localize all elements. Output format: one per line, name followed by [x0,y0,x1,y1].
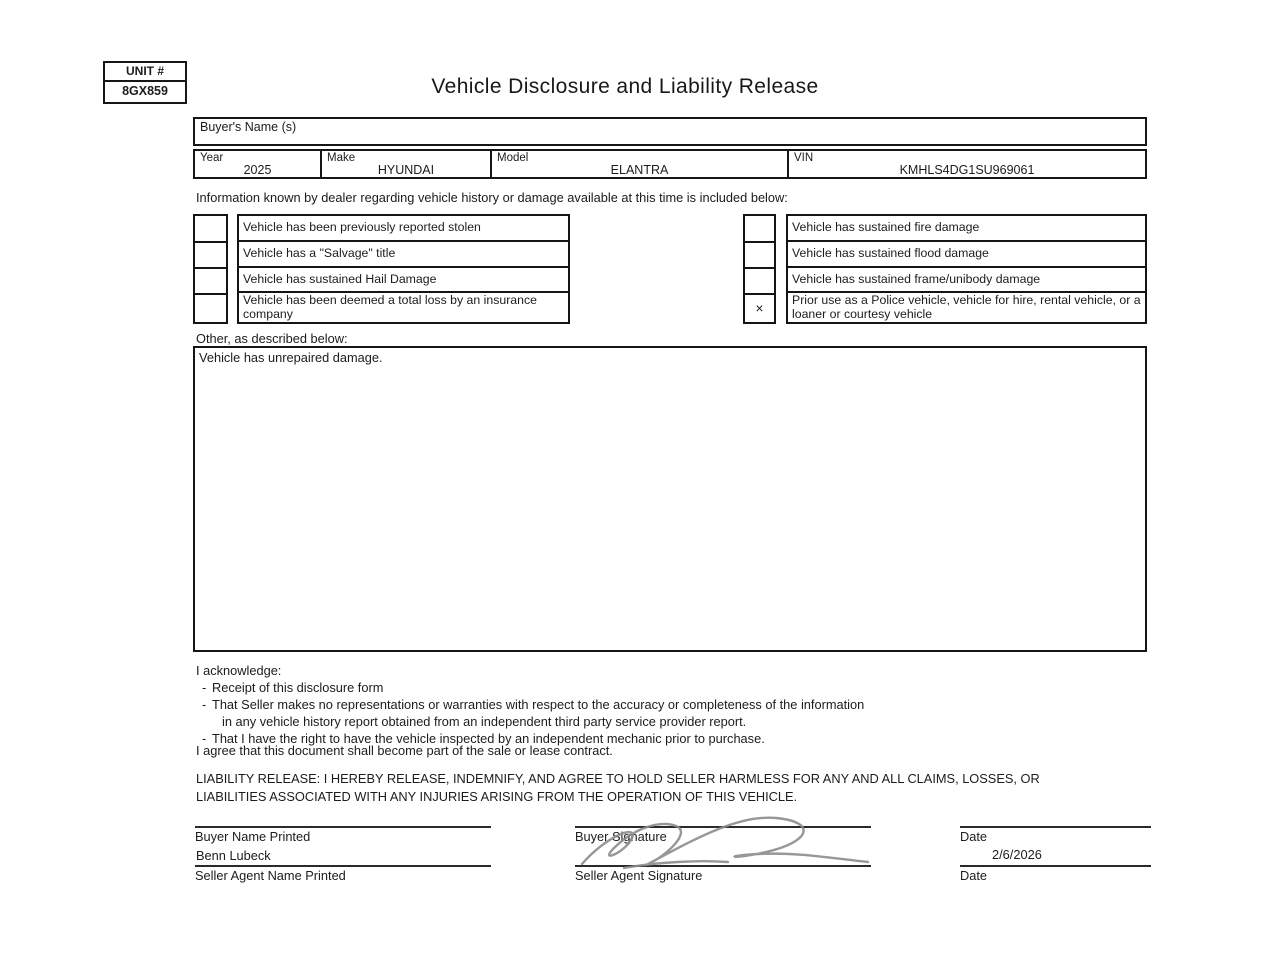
model-value: ELANTRA [610,163,669,177]
other-description-text: Vehicle has unrepaired damage. [199,350,383,365]
disclosure-fire-label: Vehicle has sustained fire damage [788,216,1145,242]
left-checkbox-column [193,214,228,324]
right-checkbox-column [743,214,776,324]
make-field[interactable] [322,151,492,177]
year-value: 2025 [243,163,272,177]
disclosure-hail-label: Vehicle has sustained Hail Damage [239,268,568,293]
disclosure-salvage-label: Vehicle has a "Salvage" title [239,242,568,267]
make-label: Make [327,152,356,164]
disclosure-total-loss-label: Vehicle has been deemed a total loss by an insurance company [243,293,537,321]
right-disclosure-column [786,214,1147,324]
checkbox-hail-damage[interactable] [195,269,226,295]
page-title: Vehicle Disclosure and Liability Release [431,75,819,98]
seller-agent-name-line[interactable] [195,865,491,883]
disclosure-prior-use-label: Prior use as a Police vehicle, vehicle for hire, rental vehicle, or a loaner or courtesy vehicle [792,293,1141,321]
checkbox-prior-use[interactable]: × [755,301,764,316]
buyer-signature-line[interactable] [575,826,871,844]
model-label: Model [497,152,529,164]
checkbox-fire-damage[interactable] [745,216,774,243]
left-disclosure-column [237,214,570,324]
bullet-dash: - [202,680,207,695]
year-field[interactable] [195,151,322,177]
buyer-name-field[interactable] [193,117,1147,146]
vin-value: KMHLS4DG1SU969061 [899,163,1035,177]
agreement-statement: I agree that this document shall become part of the sale or lease contract. [196,743,613,758]
checkbox-frame-damage[interactable] [745,269,774,295]
other-description-field[interactable] [193,346,1147,652]
buyer-name-label: Buyer's Name (s) [200,120,297,134]
checkbox-stolen[interactable] [195,216,226,243]
acknowledge-heading: I acknowledge: [196,663,282,678]
vin-field[interactable] [789,151,1145,177]
buyer-date-line[interactable] [960,826,1151,844]
seller-date-label: Date [960,868,988,883]
seller-agent-signature-label: Seller Agent Signature [575,868,703,883]
seller-agent-name-label: Seller Agent Name Printed [195,868,346,883]
vehicle-info-row [193,149,1147,179]
acknowledgement-section [196,662,1116,747]
acknowledge-item: - That I have the right to have the vehicle inspected by an independent mechanic prior to purchase. [202,731,765,746]
seller-date-value: 2/6/2026 [992,847,1042,862]
disclosure-frame-label: Vehicle has sustained frame/unibody damage [788,268,1145,293]
checkbox-salvage-title[interactable] [195,243,226,269]
acknowledge-item: - Receipt of this disclosure form [202,680,384,695]
seller-agent-signature-line[interactable] [575,865,871,883]
buyer-name-printed-label: Buyer Name Printed [195,829,311,844]
seller-date-line[interactable] [960,865,1151,883]
disclosure-stolen-label: Vehicle has been previously reported stolen [239,216,568,242]
unit-number-value: 8GX859 [122,84,168,98]
buyer-name-printed-line[interactable] [195,826,491,844]
bullet-dash: - [202,697,207,712]
checkbox-flood-damage[interactable] [745,243,774,269]
unit-number-label: UNIT # [105,63,185,82]
seller-agent-name-value: Benn Lubeck [196,848,271,863]
acknowledge-item-continuation: in any vehicle history report obtained from an independent third party service provider report. [196,713,1116,730]
disclosure-flood-label: Vehicle has sustained flood damage [788,242,1145,267]
checkbox-total-loss[interactable] [195,295,226,322]
bullet-dash [212,713,222,730]
liability-release-statement: LIABILITY RELEASE: I HEREBY RELEASE, INDEMNIFY, AND AGREE TO HOLD SELLER HARMLESS FOR ANY AND ALL CLAIMS, LOSSES, OR LIABILITIES ASSOCIATED WITH ANY INJURIES ARISING FROM THE OPERATION OF THIS VEHICLE. [196,771,1040,804]
model-field[interactable] [492,151,789,177]
dealer-info-statement: Information known by dealer regarding vehicle history or damage available at this time is included below: [196,190,788,205]
other-section-label: Other, as described below: [196,331,348,346]
year-label: Year [200,152,224,164]
buyer-date-label: Date [960,829,988,844]
buyer-signature-label: Buyer Signature [575,829,667,844]
vin-label: VIN [794,152,814,164]
bullet-dash: - [202,731,207,746]
make-value: HYUNDAI [377,163,435,177]
acknowledge-item: - That Seller makes no representations or warranties with respect to the accuracy or completeness of the information [202,697,865,712]
